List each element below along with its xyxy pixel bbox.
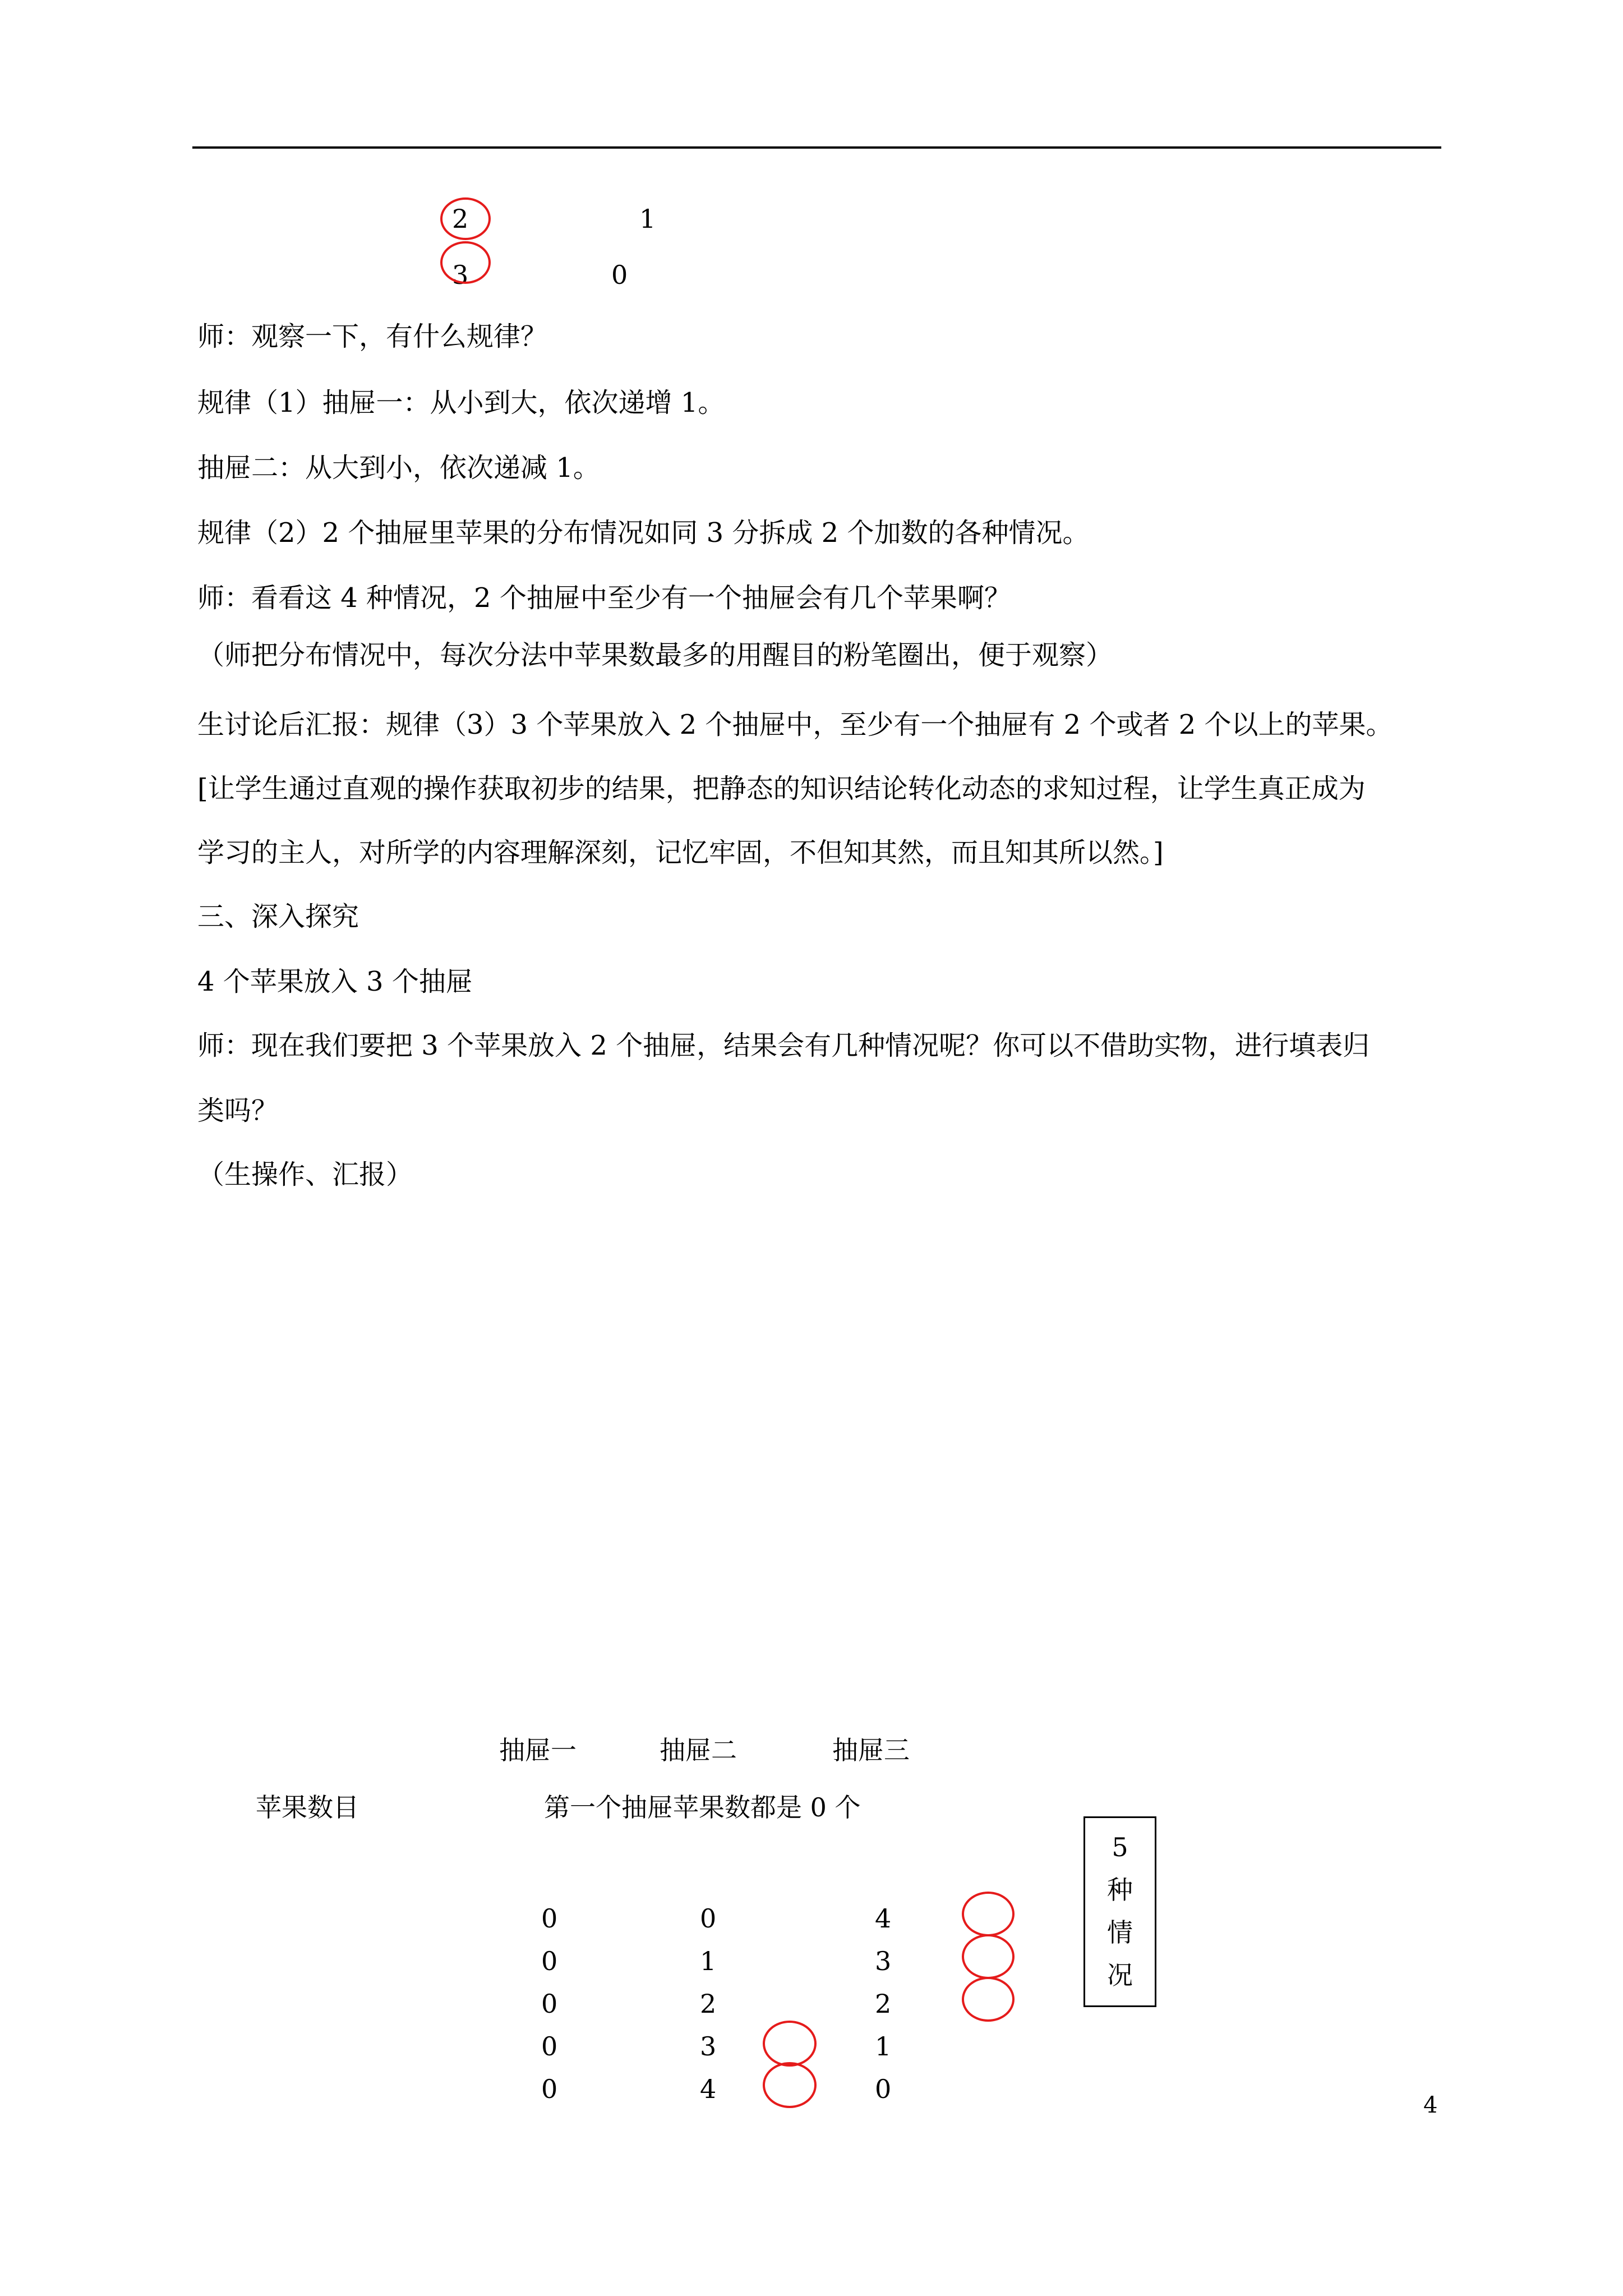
paragraph: 学习的主人，对所学的内容理解深刻，记忆牢固，不但知其然，而且知其所以然。]: [197, 837, 1164, 868]
table-cell: 0: [700, 1903, 717, 1934]
section-heading: 三、深入探究: [197, 901, 359, 932]
table-cell: 1: [700, 1946, 717, 1976]
red-circle-mark: [962, 1934, 1015, 1979]
paragraph: 师：观察一下，有什么规律？: [197, 321, 548, 352]
table-cell: 3: [875, 1946, 892, 1976]
table-header-drawer-3: 抽屉三: [832, 1735, 910, 1765]
paragraph: （生操作、汇报）: [197, 1159, 413, 1190]
table-cell: 4: [875, 1903, 892, 1934]
paragraph: 规律（2）2 个抽屉里苹果的分布情况如同 3 分拆成 2 个加数的各种情况。: [197, 517, 1090, 549]
top-table-cell: 3: [452, 260, 469, 290]
paragraph: 师：看看这 4 种情况，2 个抽屉中至少有一个抽屉会有几个苹果啊？: [197, 582, 1011, 614]
table-cell: 0: [541, 1989, 558, 2019]
cases-box-char: 况: [1107, 1960, 1133, 1990]
header-rule: [192, 146, 1441, 149]
table-cell: 2: [700, 1989, 717, 2019]
cases-count-box: [1083, 1816, 1156, 2007]
table-cell: 1: [875, 2031, 892, 2062]
paragraph: 师：现在我们要把 3 个苹果放入 2 个抽屉，结果会有几种情况呢？你可以不借助实物，进行填表归: [197, 1030, 1370, 1061]
cases-box-char: 情: [1107, 1917, 1133, 1948]
page-number: 4: [1423, 2092, 1438, 2118]
top-table-cell: 1: [639, 204, 656, 234]
table-cell: 0: [541, 1946, 558, 1976]
table-note: 第一个抽屉苹果数都是 0 个: [544, 1792, 861, 1823]
paragraph: 抽屉二：从大到小，依次递减 1。: [197, 452, 600, 484]
cases-box-char: 5: [1112, 1832, 1128, 1862]
table-cell: 0: [541, 2074, 558, 2104]
paragraph: 规律（1）抽屉一：从小到大，依次递增 1。: [197, 387, 725, 418]
table-cell: 0: [541, 1903, 558, 1934]
red-circle-mark: [962, 1892, 1015, 1936]
top-table-cell: 2: [452, 204, 469, 234]
table-cell: 2: [875, 1989, 892, 2019]
paragraph: 类吗？: [197, 1095, 279, 1126]
red-circle-mark: [440, 241, 491, 284]
red-circle-mark: [962, 1977, 1015, 2022]
table-cell: 3: [700, 2031, 717, 2062]
table-cell: 0: [875, 2074, 892, 2104]
paragraph: 生讨论后汇报：规律（3）3 个苹果放入 2 个抽屉中，至少有一个抽屉有 2 个或者 2 个以上的苹果。: [197, 709, 1393, 740]
paragraph: （师把分布情况中，每次分法中苹果数最多的用醒目的粉笔圈出，便于观察）: [197, 639, 1113, 671]
table-row-label: 苹果数目: [256, 1792, 359, 1823]
top-table-cell: 0: [611, 260, 628, 290]
table-cell: 4: [700, 2074, 717, 2104]
red-circle-mark: [440, 197, 491, 240]
cases-box-char: 种: [1107, 1875, 1133, 1905]
table-cell: 0: [541, 2031, 558, 2062]
red-circle-mark: [763, 2021, 817, 2067]
paragraph: [让学生通过直观的操作获取初步的结果，把静态的知识结论转化动态的求知过程，让学生真正成为: [197, 773, 1366, 804]
table-header-drawer-2: 抽屉二: [660, 1735, 737, 1765]
table-header-drawer-1: 抽屉一: [499, 1735, 577, 1765]
paragraph: 4 个苹果放入 3 个抽屉: [197, 966, 473, 997]
red-circle-mark: [763, 2062, 817, 2108]
